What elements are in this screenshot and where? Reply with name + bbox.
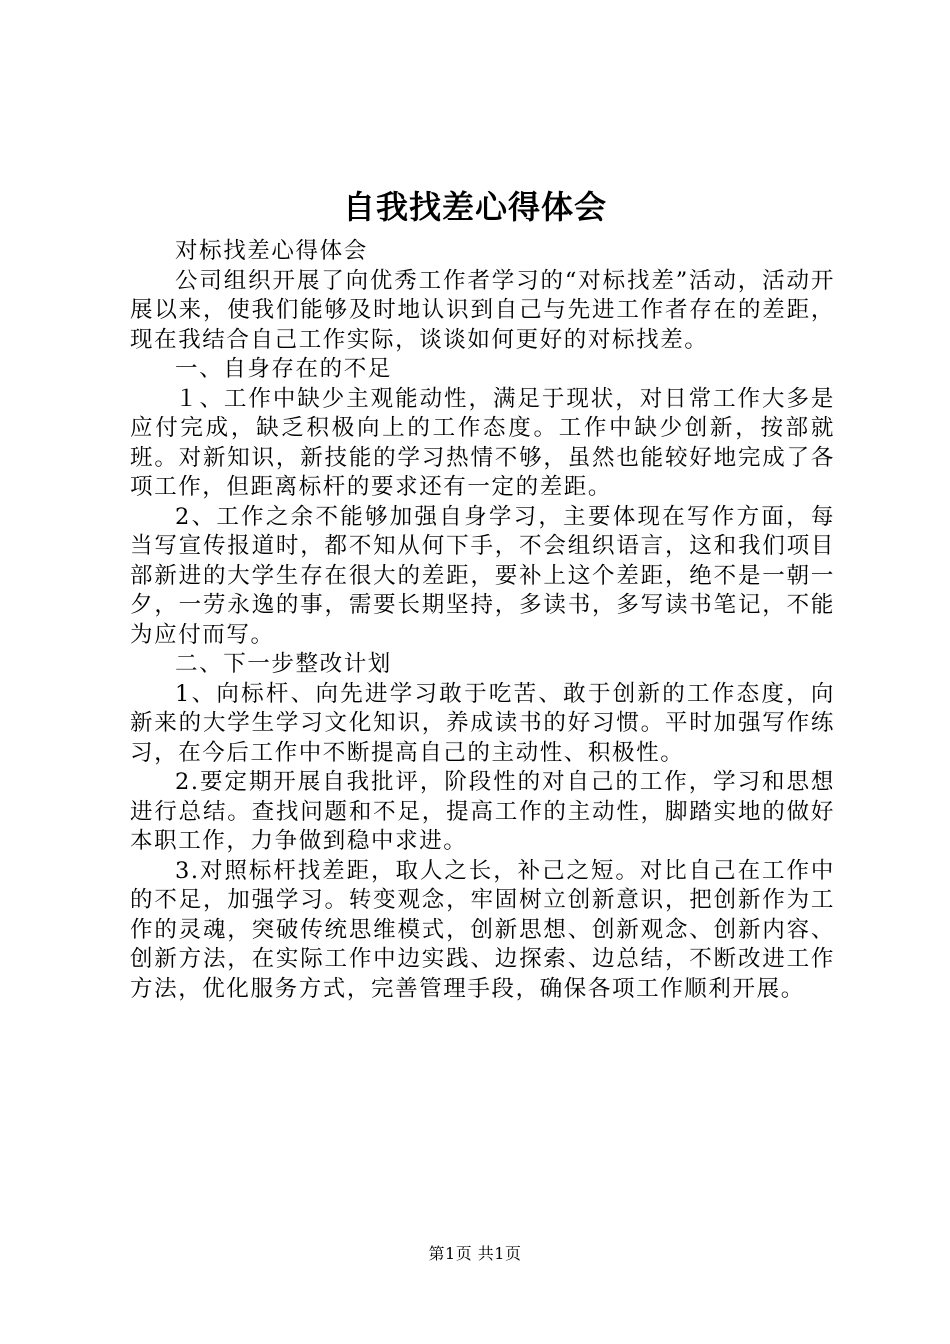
document-body	[130, 237, 835, 1004]
shortcoming-item-1: １、工作中缺少主观能动性，满足于现状，对日常工作大多是应付完成，缺乏积极向上的工作态度。工作中缺少创新，按部就班。对新知识，新技能的学习热情不够，虽然也能较好地完成了各项工作，但距离标杆的要求还有一定的差距。	[130, 385, 835, 500]
section-heading-shortcomings: 一、自身存在的不足	[175, 356, 392, 382]
plan-item-1: 1、向标杆、向先进学习敢于吃苦、敢于创新的工作态度，向新来的大学生学习文化知识，养成读书的好习惯。平时加强写作练习，在今后工作中不断提高自己的主动性、积极性。	[130, 680, 835, 766]
subtitle-paragraph: 对标找差心得体会	[175, 238, 368, 264]
plan-item-2: 2.要定期开展自我批评，阶段性的对自己的工作，学习和思想进行总结。查找问题和不足，提高工作的主动性，脚踏实地的做好本职工作，力争做到稳中求进。	[130, 769, 835, 854]
shortcoming-item-2: 2、工作之余不能够加强自身学习，主要体现在写作方面，每当写宣传报道时，都不知从何下手，不会组织语言，这和我们项目部新进的大学生存在很大的差距，要补上这个差距，绝不是一朝一夕，一劳永逸的事，需要长期坚持，多读书，多写读书笔记，不能为应付而写。	[130, 503, 835, 648]
document-title: 自我找差心得体会	[342, 188, 607, 226]
page-footer: 第1页 共1页	[428, 1244, 522, 1263]
plan-item-3: 3.对照标杆找差距，取人之长，补己之短。对比自己在工作中的不足，加强学习。转变观念，牢固树立创新意识，把创新作为工作的灵魂，突破传统思维模式，创新思想、创新观念、创新内容、创新方法，在实际工作中边实践、边探索、边总结，不断改进工作方法，优化服务方式，完善管理手段，确保各项工作顺利开展。	[130, 857, 835, 1002]
intro-paragraph: 公司组织开展了向优秀工作者学习的“对标找差”活动，活动开展以来，使我们能够及时地认识到自己与先进工作者存在的差距，现在我结合自己工作实际，谈谈如何更好的对标找差。	[130, 267, 835, 353]
section-heading-plan: 二、下一步整改计划	[175, 651, 392, 677]
